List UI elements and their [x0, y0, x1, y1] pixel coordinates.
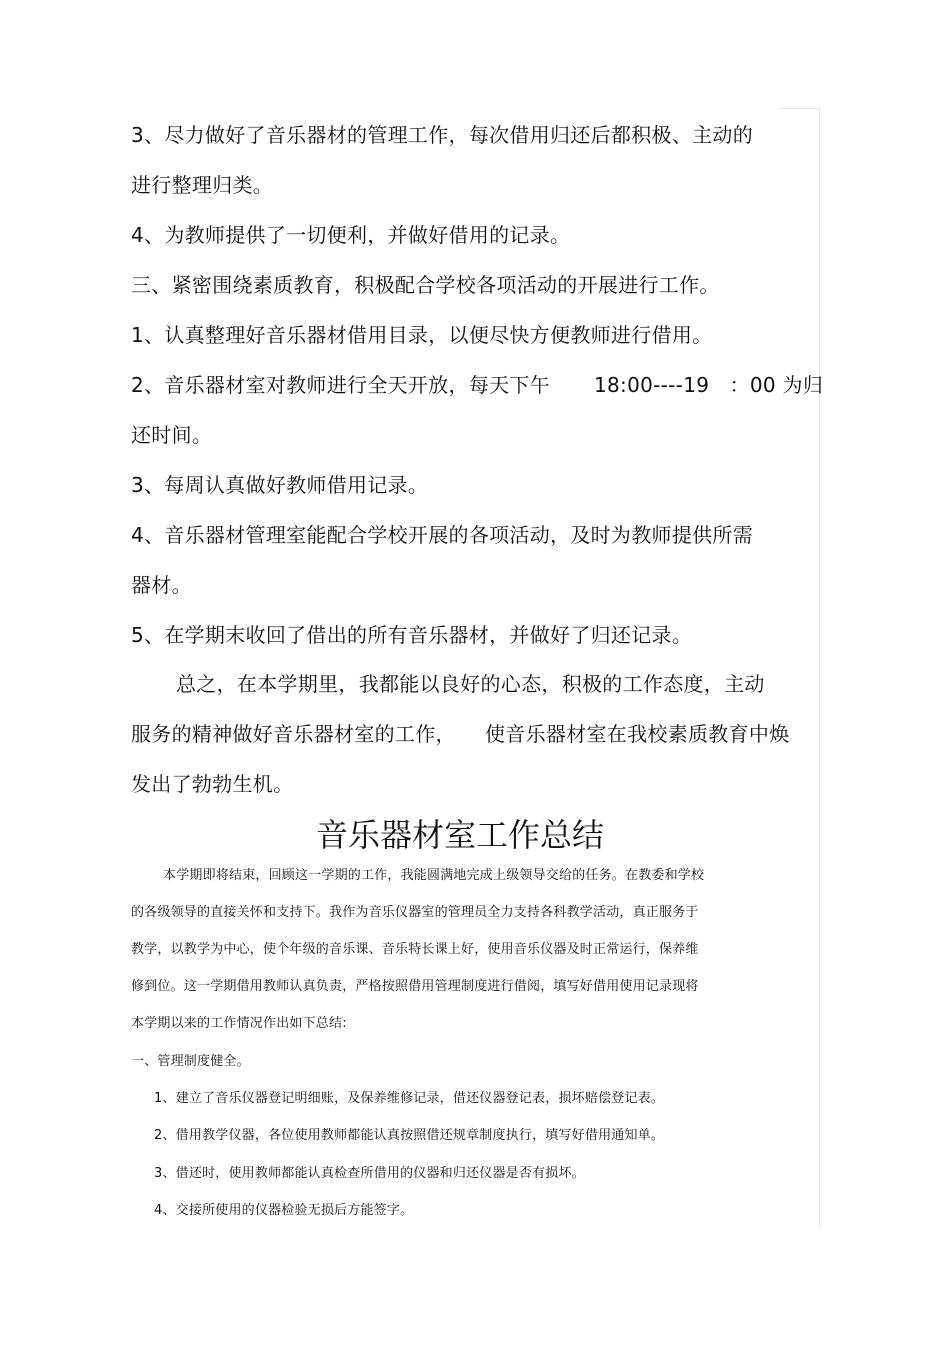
list-item: 2、借用教学仪器，各位使用教师都能认真按照借还规章制度执行，填写好借用通知单。: [154, 1128, 665, 1143]
list-item: 4、交接所使用的仪器检验无损后方能签字。: [154, 1203, 414, 1218]
paragraph-line: 1、认真整理好音乐器材借用目录，以便尽快方便教师进行借用。: [131, 323, 713, 347]
body-line: 本学期即将结束，回顾这一学期的工作，我能圆满地完成上级领导交给的任务。在教委和学校: [163, 868, 705, 883]
list-item: 3、借还时，使用教师都能认真检查所借用的仪器和归还仪器是否有损坏。: [154, 1166, 585, 1181]
paragraph-line: 3、每周认真做好教师借用记录。: [131, 473, 429, 497]
body-line: 的各级领导的直接关怀和支持下。我作为音乐仪器室的管理员全力支持各科教学活动，真正服务于: [131, 905, 699, 920]
document-title: 音乐器材室工作总结: [315, 816, 604, 854]
page-border-top: [780, 108, 820, 109]
body-line: 教学，以教学为中心，使个年级的音乐课、音乐特长课上好，使用音乐仪器及时正常运行，保养维: [131, 942, 699, 957]
paragraph-line: 2、音乐器材室对教师进行全天开放，每天下午: [131, 373, 551, 397]
section-heading: 一、管理制度健全。: [131, 1054, 250, 1069]
paragraph-line: 5、在学期末收回了借出的所有音乐器材，并做好了归还记录。: [131, 623, 693, 647]
time-range: 18:00----19 ：00 为归: [594, 373, 824, 397]
page-border-line: [819, 108, 820, 1228]
paragraph-line: 器材。: [131, 573, 192, 597]
paragraph-line: 4、为教师提供了一切便利，并做好借用的记录。: [131, 223, 571, 247]
body-line: 本学期以来的工作情况作出如下总结:: [131, 1016, 347, 1031]
paragraph-line: 服务的精神做好音乐器材室的工作，: [131, 722, 456, 746]
paragraph-line: 使音乐器材室在我校素质教育中焕: [485, 722, 790, 746]
list-item: 1、建立了音乐仪器登记明细账，及保养维修记录，借还仪器登记表，损坏赔偿登记表。: [154, 1091, 665, 1106]
paragraph-line: 4、音乐器材管理室能配合学校开展的各项活动，及时为教师提供所需: [131, 523, 754, 547]
paragraph-line: 发出了勃勃生机。: [131, 772, 294, 796]
paragraph-line: 总之，在本学期里，我都能以良好的心态，积极的工作态度，主动: [176, 672, 765, 696]
paragraph-line: 进行整理归类。: [131, 173, 274, 197]
paragraph-line: 还时间。: [131, 423, 213, 447]
paragraph-line: 3、尽力做好了音乐器材的管理工作，每次借用归还后都积极、主动的: [131, 123, 754, 147]
section-heading: 三、紧密围绕素质教育，积极配合学校各项活动的开展进行工作。: [131, 273, 720, 297]
body-line: 修到位。这一学期借用教师认真负责，严格按照借用管理制度进行借阅，填写好借用使用记录现将: [131, 979, 699, 994]
